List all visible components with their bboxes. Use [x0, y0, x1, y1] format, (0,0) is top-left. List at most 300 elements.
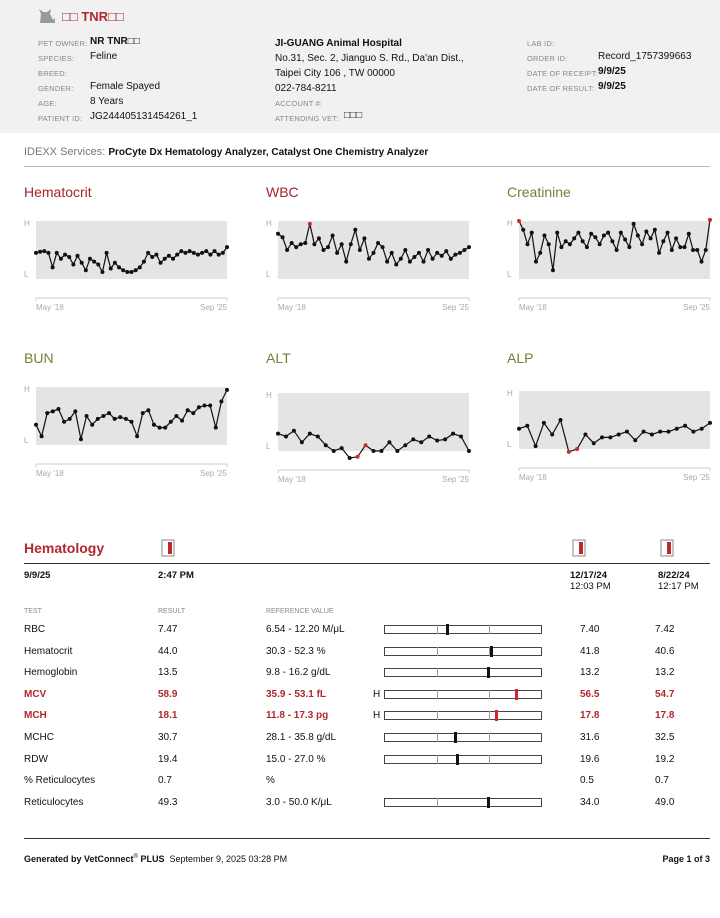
data-point [71, 263, 75, 267]
prev2-time: 12:17 PM [658, 581, 699, 592]
data-point [381, 245, 385, 249]
data-point [600, 435, 604, 439]
x-tick-label-start: May '18 [519, 303, 547, 312]
high-label: H [266, 219, 272, 228]
species-value: Feline [90, 51, 118, 62]
trend-chart [24, 202, 229, 332]
data-point [221, 251, 225, 255]
data-point [617, 433, 621, 437]
data-point [45, 411, 49, 415]
data-point [559, 418, 563, 422]
test-result: 19.4 [158, 753, 178, 765]
data-point [204, 249, 208, 253]
data-point [683, 245, 687, 249]
data-point [364, 443, 368, 447]
previous-result-2: 7.42 [655, 624, 675, 635]
previous-result-1: 41.8 [580, 645, 600, 657]
reference-range-band [519, 391, 710, 449]
range-tick [437, 711, 438, 720]
data-point [675, 427, 679, 431]
col-test-header: TEST [24, 608, 42, 615]
data-point [653, 228, 657, 232]
previous-result-2: 19.2 [655, 753, 675, 765]
x-tick-label-start: May '18 [36, 303, 64, 312]
current-time: 2:47 PM [158, 570, 194, 581]
data-point [534, 444, 538, 448]
table-row [0, 646, 720, 664]
data-point [73, 409, 77, 413]
data-point [576, 231, 580, 235]
previous-result-2: 17.8 [655, 710, 675, 722]
data-point [453, 253, 457, 257]
data-point [51, 409, 55, 413]
data-point [525, 242, 529, 246]
data-point [225, 388, 229, 392]
result-value: 9/9/25 [598, 81, 626, 92]
data-point [534, 260, 538, 264]
data-point [109, 267, 113, 271]
data-point [317, 236, 321, 240]
lab-id-label: LAB ID: [527, 39, 555, 48]
analyzer-icon-prev2 [660, 539, 674, 557]
data-point [191, 411, 195, 415]
data-point [217, 253, 221, 257]
data-point [589, 232, 593, 236]
result-label: DATE OF RESULT: [527, 84, 595, 93]
x-tick-label-end: Sep '25 [683, 303, 710, 312]
data-point [670, 248, 674, 252]
data-point [550, 433, 554, 437]
high-flag: H [373, 688, 381, 700]
vetconnect-plus: PLUS [140, 854, 165, 864]
x-tick-label-end: Sep '25 [442, 303, 469, 312]
data-point [203, 404, 207, 408]
data-point [390, 251, 394, 255]
previous-result-2: 0.7 [655, 775, 669, 787]
data-point [458, 251, 462, 255]
previous-result-1: 13.2 [580, 667, 600, 679]
data-point [422, 260, 426, 264]
range-bar [384, 733, 542, 742]
data-point [443, 437, 447, 441]
data-point [332, 449, 336, 453]
data-point [303, 241, 307, 245]
data-point [124, 417, 128, 421]
data-point [695, 248, 699, 252]
data-point [174, 414, 178, 418]
data-point [213, 249, 217, 253]
data-point [331, 234, 335, 238]
data-point [225, 245, 229, 249]
data-point [700, 260, 704, 264]
data-point [90, 423, 94, 427]
data-point [372, 251, 376, 255]
data-point [538, 251, 542, 255]
data-point [581, 239, 585, 243]
test-name: MCH [24, 710, 47, 722]
data-point [84, 268, 88, 272]
data-point [214, 426, 218, 430]
data-point [530, 231, 534, 235]
vet-label: ATTENDING VET: [275, 114, 339, 123]
data-point [399, 257, 403, 261]
data-point [63, 253, 67, 257]
data-point [449, 257, 453, 261]
data-point [135, 434, 139, 438]
data-point [192, 251, 196, 255]
trend-title: WBC [266, 184, 299, 200]
range-tick [437, 668, 438, 677]
data-point [59, 257, 63, 261]
data-point [467, 245, 471, 249]
reference-range-band [278, 221, 469, 279]
account-label: ACCOUNT #: [275, 99, 323, 108]
result-marker [487, 667, 490, 678]
data-point [625, 430, 629, 434]
data-point [649, 236, 653, 240]
trend-chart [507, 368, 712, 498]
trend-chart [24, 368, 229, 498]
test-name: RDW [24, 753, 48, 765]
data-point [403, 443, 407, 447]
services-label: IDEXX Services: [24, 146, 106, 158]
test-name: Reticulocytes [24, 796, 84, 808]
data-point [125, 270, 129, 274]
result-marker [495, 710, 498, 721]
data-point [208, 404, 212, 408]
result-marker [515, 689, 518, 700]
breed-label: BREED: [38, 69, 68, 78]
data-point [163, 257, 167, 261]
previous-result-1: 7.40 [580, 624, 600, 635]
previous-result-2: 54.7 [655, 688, 675, 700]
table-row [0, 624, 720, 642]
reference-value: 6.54 - 12.20 M/μL [266, 624, 345, 635]
high-label: H [24, 385, 30, 394]
low-label: L [24, 436, 29, 445]
test-result: 7.47 [158, 624, 178, 635]
data-point [146, 251, 150, 255]
previous-result-1: 31.6 [580, 732, 600, 743]
data-point [340, 242, 344, 246]
data-point [281, 235, 285, 239]
clinic-address-1: No.31, Sec. 2, Jianguo S. Rd., Da'an Dist., [275, 53, 464, 64]
data-point [96, 417, 100, 421]
x-tick-label-start: May '18 [278, 303, 306, 312]
gender-label: GENDER: [38, 84, 74, 93]
data-point [208, 253, 212, 257]
data-point [593, 235, 597, 239]
data-point [134, 268, 138, 272]
x-tick-label-end: Sep '25 [200, 303, 227, 312]
range-tick [437, 690, 438, 699]
data-point [459, 435, 463, 439]
data-point [372, 449, 376, 453]
test-name: MCV [24, 688, 47, 700]
patient-id-label: PATIENT ID: [38, 114, 83, 123]
trend-title: Hematocrit [24, 184, 92, 200]
data-point [678, 245, 682, 249]
data-point [321, 248, 325, 252]
range-bar [384, 690, 542, 699]
data-point [197, 405, 201, 409]
data-point [640, 242, 644, 246]
data-point [326, 245, 330, 249]
data-point [385, 260, 389, 264]
data-point [107, 411, 111, 415]
receipt-value: 9/9/25 [598, 66, 626, 77]
data-point [551, 268, 555, 272]
data-point [606, 231, 610, 235]
range-tick [437, 733, 438, 742]
data-point [636, 234, 640, 238]
data-point [38, 250, 42, 254]
x-tick-label-start: May '18 [519, 473, 547, 482]
services-value: ProCyte Dx Hematology Analyzer, Catalyst One Chemistry Analyzer [108, 147, 429, 158]
trend-title: ALP [507, 350, 534, 366]
high-flag: H [373, 710, 381, 722]
data-point [467, 449, 471, 453]
data-point [335, 251, 339, 255]
data-point [608, 435, 612, 439]
trend-title: ALT [266, 350, 291, 366]
data-point [180, 419, 184, 423]
data-point [312, 242, 316, 246]
x-tick-label-start: May '18 [278, 475, 306, 484]
data-point [101, 414, 105, 418]
data-point [435, 251, 439, 255]
data-point [285, 248, 289, 252]
current-date: 9/9/25 [24, 570, 51, 581]
data-point [349, 242, 353, 246]
x-tick-label-end: Sep '25 [442, 475, 469, 484]
data-point [188, 249, 192, 253]
data-point [367, 257, 371, 261]
hematology-title: Hematology [24, 540, 105, 556]
range-bar [384, 647, 542, 656]
col-ref-header: REFERENCE VALUE [266, 608, 334, 615]
data-point [661, 239, 665, 243]
data-point [700, 427, 704, 431]
footer-divider [24, 838, 710, 839]
prev1-time: 12:03 PM [570, 581, 611, 592]
test-name: Hemoglobin [24, 667, 78, 679]
data-point [284, 435, 288, 439]
data-point [142, 260, 146, 264]
result-marker [487, 797, 490, 808]
data-point [183, 251, 187, 255]
data-point [68, 417, 72, 421]
trend-chart [266, 368, 471, 498]
test-result: 13.5 [158, 667, 178, 679]
data-point [379, 449, 383, 453]
result-marker [446, 624, 449, 635]
data-point [521, 228, 525, 232]
data-point [542, 234, 546, 238]
test-result: 0.7 [158, 775, 172, 787]
range-tick [437, 798, 438, 807]
data-point [159, 261, 163, 265]
data-point [615, 248, 619, 252]
data-point [362, 236, 366, 240]
analyzer-icon [161, 539, 175, 557]
data-point [121, 268, 125, 272]
data-point [113, 261, 117, 265]
data-point [130, 420, 134, 424]
data-point [704, 248, 708, 252]
data-point [308, 432, 312, 436]
previous-result-2: 49.0 [655, 796, 675, 808]
data-point [572, 236, 576, 240]
range-bar [384, 711, 542, 720]
data-point [130, 270, 134, 274]
data-point [79, 437, 83, 441]
data-point [583, 433, 587, 437]
data-point [633, 438, 637, 442]
data-point [644, 229, 648, 233]
data-point [419, 440, 423, 444]
range-tick [489, 755, 490, 764]
test-name: Hematocrit [24, 645, 73, 657]
test-name: % Reticulocytes [24, 775, 96, 787]
gender-value: Female Spayed [90, 81, 161, 92]
page-number: Page 1 of 3 [662, 854, 710, 864]
previous-result-2: 40.6 [655, 645, 675, 657]
data-point [40, 434, 44, 438]
reference-value: 28.1 - 35.8 g/dL [266, 732, 337, 743]
data-point [175, 253, 179, 257]
clinic-phone: 022-784-8211 [275, 83, 337, 94]
test-result: 49.3 [158, 796, 178, 808]
table-row [0, 689, 720, 707]
data-point [316, 435, 320, 439]
previous-result-2: 32.5 [655, 732, 675, 743]
range-tick [489, 625, 490, 634]
idexx-services [24, 146, 428, 158]
prev2-date: 8/22/24 [658, 570, 690, 581]
reference-value: 3.0 - 50.0 K/μL [266, 796, 332, 808]
reference-range-band [36, 387, 227, 445]
data-point [141, 411, 145, 415]
reference-range-band [519, 221, 710, 279]
data-point [674, 236, 678, 240]
reference-value: 11.8 - 17.3 pg [266, 710, 329, 722]
reference-value: 30.3 - 52.3 % [266, 645, 326, 657]
previous-result-1: 19.6 [580, 753, 600, 765]
data-point [356, 455, 360, 459]
data-point [51, 265, 55, 269]
order-id-label: ORDER ID: [527, 54, 568, 63]
table-row [0, 667, 720, 685]
data-point [462, 248, 466, 252]
data-point [575, 447, 579, 451]
data-point [67, 255, 71, 259]
pet-owner-label: PET OWNER: [38, 39, 88, 48]
high-label: H [24, 219, 30, 228]
generated-by: Generated by VetConnect [24, 854, 134, 864]
data-point [158, 426, 162, 430]
data-point [564, 239, 568, 243]
data-point [627, 245, 631, 249]
data-point [348, 456, 352, 460]
species-label: SPECIES: [38, 54, 75, 63]
reference-value: % [266, 775, 275, 787]
data-point [387, 440, 391, 444]
data-point [290, 241, 294, 245]
patient-title [38, 8, 124, 24]
data-point [642, 430, 646, 434]
data-point [344, 260, 348, 264]
test-result: 30.7 [158, 732, 178, 743]
data-point [34, 423, 38, 427]
data-point [146, 408, 150, 412]
low-label: L [266, 442, 271, 451]
data-point [167, 254, 171, 258]
prev1-date: 12/17/24 [570, 570, 607, 581]
range-tick [489, 690, 490, 699]
age-label: AGE: [38, 99, 57, 108]
data-point [219, 400, 223, 404]
data-point [88, 257, 92, 261]
x-tick-label-start: May '18 [36, 469, 64, 478]
pet-owner-value: NR TNR□□ [90, 36, 140, 47]
data-point [585, 245, 589, 249]
low-label: L [24, 270, 29, 279]
table-row [0, 797, 720, 815]
test-name: MCHC [24, 732, 54, 743]
data-point [517, 219, 521, 223]
data-point [294, 245, 298, 249]
data-point [138, 265, 142, 269]
data-point [525, 424, 529, 428]
trend-chart [507, 202, 712, 332]
range-tick [489, 733, 490, 742]
trend-chart [266, 202, 471, 332]
data-point [171, 257, 175, 261]
data-point [657, 251, 661, 255]
previous-result-1: 0.5 [580, 775, 594, 787]
data-point [666, 430, 670, 434]
data-point [42, 249, 46, 253]
data-point [308, 222, 312, 226]
reference-range-band [278, 393, 469, 451]
data-point [568, 242, 572, 246]
data-point [619, 231, 623, 235]
data-point [100, 270, 104, 274]
high-label: H [507, 219, 513, 228]
test-result: 44.0 [158, 645, 178, 657]
data-point [687, 232, 691, 236]
analyzer-icon-prev1 [572, 539, 586, 557]
x-tick-label-end: Sep '25 [200, 469, 227, 478]
data-point [444, 249, 448, 253]
reference-value: 35.9 - 53.1 fL [266, 688, 327, 700]
data-point [117, 265, 121, 269]
data-point [610, 239, 614, 243]
data-point [46, 251, 50, 255]
cat-icon [38, 8, 56, 24]
clinic-info [275, 36, 464, 96]
high-label: H [266, 391, 272, 400]
result-marker [454, 732, 457, 743]
data-point [85, 414, 89, 418]
range-bar [384, 668, 542, 677]
data-point [431, 257, 435, 261]
data-point [353, 228, 357, 232]
data-point [358, 248, 362, 252]
data-point [376, 241, 380, 245]
data-point [163, 426, 167, 430]
